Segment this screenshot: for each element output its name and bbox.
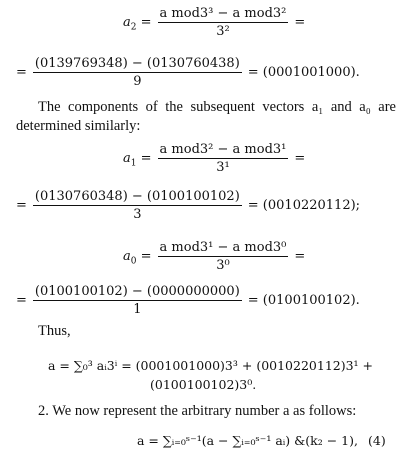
fraction	[33, 56, 242, 89]
numerator: a mod3³ − a mod3²	[159, 6, 287, 21]
fraction	[158, 142, 289, 175]
eq-a1-definition: $a_1$ = $\frac{\text{a mod3² − a mod3¹}}{\text{3¹}}$ =	[123, 142, 306, 175]
equals-sign: =	[16, 65, 27, 80]
paragraph-thus: Thus,	[38, 323, 71, 339]
var-a: a	[123, 249, 131, 264]
fraction	[33, 284, 242, 317]
fraction	[33, 189, 242, 222]
denominator: 3²	[216, 24, 230, 39]
denominator: 9	[133, 74, 142, 89]
equals-sign: =	[294, 249, 306, 264]
equals-sign: =	[294, 15, 306, 30]
denominator: 3¹	[216, 160, 230, 175]
fraction	[158, 240, 289, 273]
denominator: 1	[133, 302, 142, 317]
numerator: a mod3² − a mod3¹	[159, 142, 287, 157]
equation-number: (4)	[368, 433, 386, 448]
var-a: a	[123, 151, 131, 166]
equation-4: a = ∑ᵢ₌₀ˢ⁻¹(a − ∑ᵢ₌₀ˢ⁻¹ aᵢ) &(k₂ − 1),	[137, 433, 358, 448]
equals-sign: =	[294, 151, 306, 166]
numerator: (0130760348) − (0100100102)	[34, 189, 240, 204]
paragraph: The components of the subsequent vectors a₁ and a₀ are determined similarly:	[16, 99, 396, 134]
var-a: a	[123, 15, 131, 30]
eq-a0-definition: $a_0$ = $\frac{\text{a mod3¹ − a mod3⁰}}{\text{3⁰}}$ =	[123, 240, 306, 273]
eq-a1-evaluation	[16, 189, 360, 222]
equals-sign: =	[16, 198, 27, 213]
result: = (0010220112);	[247, 198, 361, 213]
result: = (0001001000).	[247, 65, 360, 80]
numerator: (0100100102) − (0000000000)	[34, 284, 240, 299]
result: = (0100100102).	[247, 293, 360, 308]
sum-equation-line1: a = ∑₀³ aᵢ3ⁱ = (0001001000)3³ + (0010220112)3¹ +	[48, 358, 374, 373]
equals-sign: =	[16, 293, 27, 308]
eq-a2-definition: $a_2$ = $\frac{\text{a mod3³ − a mod3²}}{\text{3²}}$ =	[123, 6, 306, 39]
numerator: a mod3¹ − a mod3⁰	[159, 240, 287, 255]
eq-a0-evaluation	[16, 284, 360, 317]
denominator: 3⁰	[216, 258, 230, 273]
eq-a2-evaluation	[16, 56, 360, 89]
numerator: (0139769348) − (0130760438)	[34, 56, 240, 71]
sum-equation-line2: (0100100102)3⁰.	[150, 377, 257, 392]
paragraph-item-2: 2. We now represent the arbitrary number a as follows:	[38, 403, 357, 419]
fraction	[158, 6, 289, 39]
denominator: 3	[133, 207, 142, 222]
